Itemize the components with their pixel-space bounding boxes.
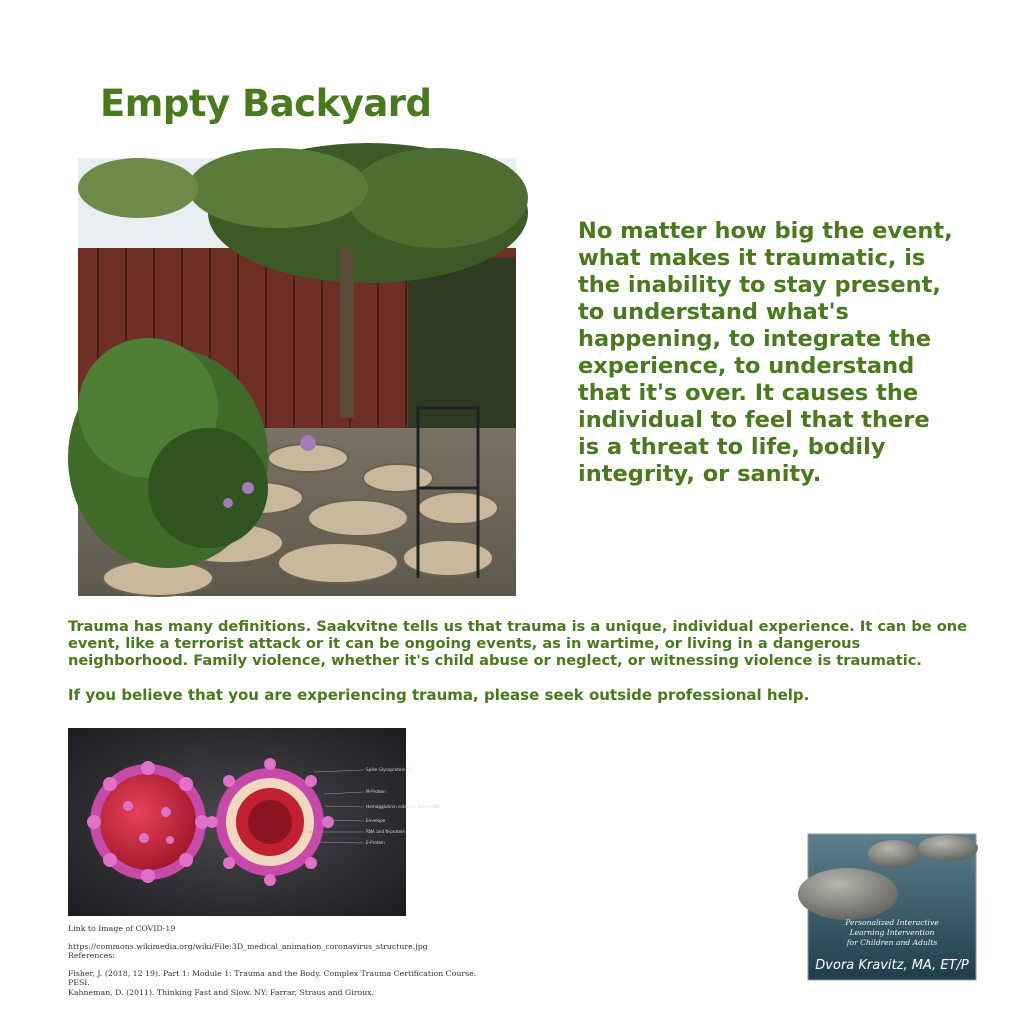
image-link-label: Link to Image of COVID-19 [68,924,176,933]
covid-virus-illustration [68,728,441,916]
references-block [68,924,548,997]
page-title: Empty Backyard [100,82,432,125]
logo-tagline-3: for Children and Adults [846,938,938,947]
virus-label: Envelope [366,818,386,823]
logo-name: Dvora Kravitz, MA, ET/P [815,958,969,973]
logo-tagline-2: Learning Intervention [849,928,935,937]
logo-tagline-1: Personalized Interactive [845,918,939,927]
reference-kahneman: Kahneman, D. (2011). Thinking Fast and Slow. NY: Farrar, Straus and Giroux. [68,987,375,997]
backyard-photo [78,158,516,596]
trauma-definition-paragraph: Trauma has many definitions. Saakvitne tells us that trauma is a unique, individual experience. It can be one event, like a terrorist attack or it can be ongoing events, as in wartime, or living in a dangerous neighborhood. Family violence, whether it's child abuse or neglect, or witnessing violence is traumatic. [68,618,968,669]
reference-fisher-publisher: PESI. [68,978,90,987]
dvora-kravitz-logo [808,834,976,980]
image-link-url[interactable]: https://commons.wikimedia.org/wiki/File:3D_medical_animation_coronavirus_structure.jpg [68,941,428,951]
trauma-quote: No matter how big the event, what makes it traumatic, is the inability to stay present, to understand what's happening, to integrate the experience, to understand that it's over. It causes the individual to feel that there is a threat to life, bodily integrity, or sanity. [578,218,953,487]
virus-label: RNA and N-protein [366,829,405,834]
virus-label: E-Protein [366,840,385,845]
virus-label: M-Protein [366,789,386,794]
seek-help-paragraph: If you believe that you are experiencing trauma, please seek outside professional help. [68,686,810,704]
virus-label: Hemagglutinin esterase dimer (HE) [366,804,441,809]
references-heading: References: [68,951,115,960]
reference-fisher: Fisher, J. (2018, 12 19). Part 1: Module 1: Trauma and the Body. Complex Trauma Certification Course. [68,968,477,978]
virus-label: Spike Glycoprotein (S) [366,767,413,772]
